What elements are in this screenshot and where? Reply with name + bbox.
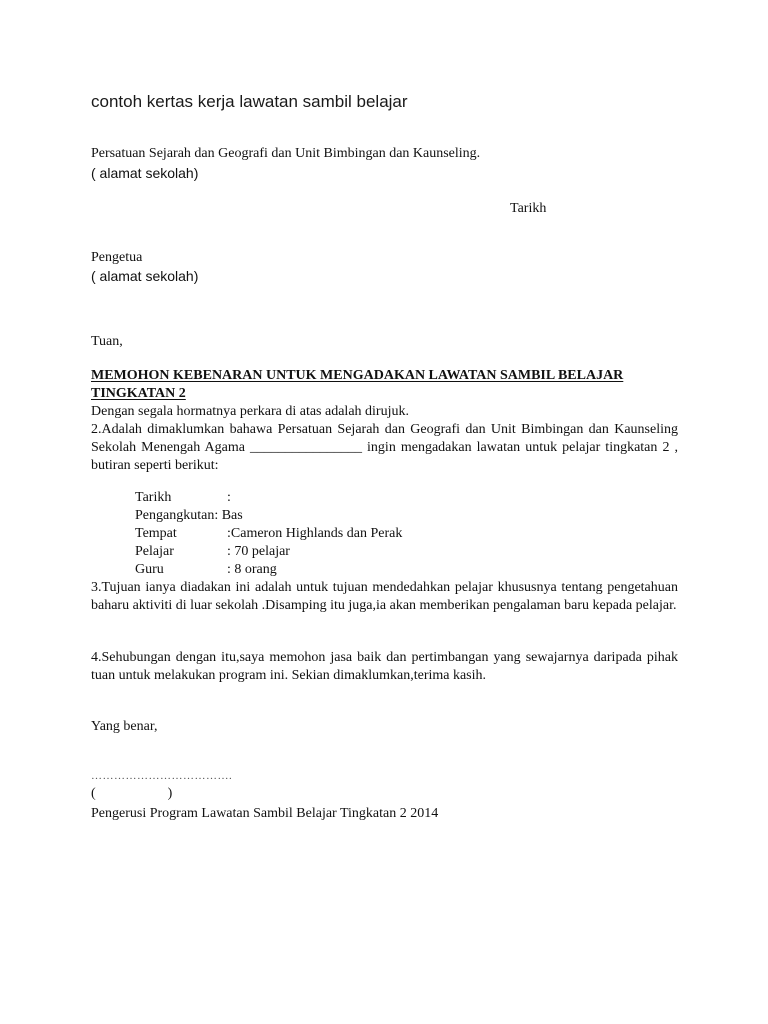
detail-label: Tarikh <box>135 490 172 505</box>
detail-value: : 8 orang <box>227 562 277 577</box>
date-label: Tarikh <box>510 201 547 216</box>
detail-label: Tempat <box>135 526 177 541</box>
recipient-address: ( alamat sekolah) <box>91 268 199 284</box>
detail-label: Pelajar <box>135 544 174 559</box>
recipient-title: Pengetua <box>91 250 143 265</box>
detail-label: Guru <box>135 562 164 577</box>
detail-row-teachers <box>135 561 402 579</box>
detail-value: Bas <box>218 508 243 523</box>
signatory-position: Pengerusi Program Lawatan Sambil Belajar Tingkatan 2 2014 <box>91 806 439 821</box>
detail-value: : <box>227 490 231 505</box>
opening-line: Dengan segala hormatnya perkara di atas adalah dirujuk. <box>91 404 409 419</box>
paragraph-2: 2.Adalah dimaklumkan bahawa Persatuan Sejarah dan Geografi dan Unit Bimbingan dan Kaunseling Sekolah Menengah Agama ________________ ingin mengadakan lawatan untuk pelajar tingkatan 2 , butiran seperti berikut: <box>91 422 678 473</box>
signature-line: ………………………………. <box>91 770 233 782</box>
closing-line: Yang benar, <box>91 719 158 734</box>
paren-open: ( <box>91 786 96 801</box>
detail-row-transport <box>135 507 402 525</box>
detail-row-place <box>135 525 402 543</box>
salutation: Tuan, <box>91 334 123 349</box>
detail-label: Pengangkutan: <box>135 508 219 523</box>
paragraph-4: 4.Sehubungan dengan itu,saya memohon jasa baik dan pertimbangan yang sewajarnya daripada pihak tuan untuk melakukan program ini. Sekian dimaklumkan,terima kasih. <box>91 650 678 683</box>
detail-value: : 70 pelajar <box>227 544 290 559</box>
letter-subject: MEMOHON KEBENARAN UNTUK MENGADAKAN LAWATAN SAMBIL BELAJAR TINGKATAN 2 <box>91 368 624 401</box>
document-title: contoh kertas kerja lawatan sambil belajar <box>91 92 408 111</box>
sender-org: Persatuan Sejarah dan Geografi dan Unit Bimbingan dan Kaunseling. <box>91 146 481 161</box>
detail-value: :Cameron Highlands dan Perak <box>227 526 403 541</box>
detail-row-date <box>135 489 402 507</box>
trip-details <box>135 489 402 579</box>
paren-close: ) <box>167 786 173 801</box>
paragraph-3: 3.Tujuan ianya diadakan ini adalah untuk tujuan mendedahkan pelajar khususnya tentang pengetahuan baharu aktiviti di luar sekolah .Disamping itu juga,ia akan memberikan pengalaman baru kepada pelajar. <box>91 580 678 613</box>
signature-name-placeholder <box>91 785 172 803</box>
sender-address: ( alamat sekolah) <box>91 165 199 181</box>
detail-row-students <box>135 543 402 561</box>
